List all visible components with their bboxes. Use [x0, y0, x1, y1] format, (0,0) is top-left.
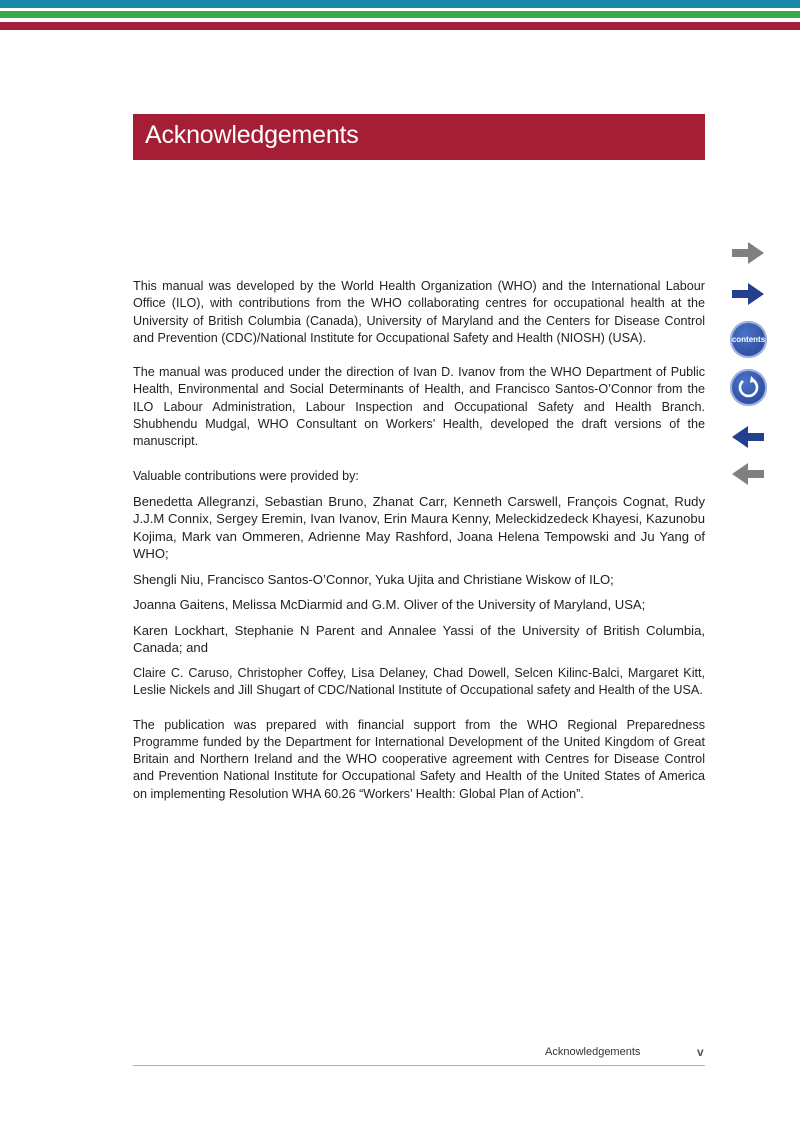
cdc-contributors: Claire C. Caruso, Christopher Coffey, Lisa Delaney, Chad Dowell, Selcen Kilinc-Balci, Margaret Kitt, Leslie Nickels and Jill Shugart of CDC/National Institute of Occupational safety and Health of the USA.	[133, 665, 705, 698]
maryland-contributors: Joanna Gaitens, Melissa McDiarmid and G.M. Oliver of the University of Maryland, USA;	[133, 597, 646, 613]
arrow-left-gray-icon	[730, 461, 766, 487]
funding-paragraph: The publication was prepared with financial support from the WHO Regional Preparedness Programme funded by the Department for International Development of the United Kingdom of Great Britain and Northern Ireland and the WHO cooperative agreement with Centres for Disease Control and Prevention National Institute for Occupational Safety and Health of the United States of America on implementing Resolution WHA 60.26 “Workers’ Health: Global Plan of Action”.	[133, 717, 705, 801]
refresh-icon	[730, 369, 767, 406]
previous-page-button[interactable]	[730, 424, 766, 450]
refresh-button[interactable]	[730, 369, 767, 406]
arrow-left-blue-icon	[730, 424, 766, 450]
intro-paragraph: This manual was developed by the World Health Organization (WHO) and the International Labour Office (ILO), with contributions from the WHO collaborating centres for occupational health at the University of British Columbia (Canada), University of Maryland and the Centers for Disease Control and Prevention (CDC)/National Institute for Occupational Safety and Health (NIOSH) (USA).	[133, 279, 705, 345]
who-contributors: Benedetta Allegranzi, Sebastian Bruno, Zhanat Carr, Kenneth Carswell, François Cognat, Rudy J.J.M Connix, Sergey Eremin, Ivan Ivanov, Erin Maura Kenny, Meleckidzedeck Khayesi, Kazunobu Kojima, Mark van Ommeren, Adrienne May Rashford, Joana Helena Tempowski and Ju Yang of WHO;	[133, 493, 705, 562]
footer-divider	[133, 1065, 705, 1066]
next-page-button[interactable]	[730, 281, 766, 307]
page-title: Acknowledgements	[145, 121, 359, 149]
page-number: v	[697, 1045, 704, 1059]
contents-label: contents	[731, 335, 766, 344]
footer-section-title: Acknowledgements	[545, 1046, 641, 1058]
top-stripe-red	[0, 22, 800, 30]
ubc-contributors: Karen Lockhart, Stephanie N Parent and Annalee Yassi of the University of British Columbia, Canada; and	[133, 622, 705, 656]
arrow-right-blue-icon	[730, 281, 766, 307]
contributions-heading: Valuable contributions were provided by:	[133, 468, 359, 483]
body-content	[133, 278, 705, 803]
next-page-gray-button[interactable]	[730, 240, 766, 266]
previous-page-gray-button[interactable]	[730, 461, 766, 487]
top-stripe-blue	[0, 0, 800, 8]
ilo-contributors: Shengli Niu, Francisco Santos-O’Connor, Yuka Ujita and Christiane Wiskow of ILO;	[133, 571, 614, 587]
title-bar	[133, 114, 705, 160]
contents-button[interactable]	[730, 321, 767, 358]
arrow-right-gray-icon	[730, 240, 766, 266]
direction-paragraph: The manual was produced under the direction of Ivan D. Ivanov from the WHO Department of Public Health, Environmental and Social Determinants of Health, and Francisco Santos-O’Connor from the ILO Labour Administration, Labour Inspection and Occupational Safety and Health Branch. Shubhendu Mudgal, WHO Consultant on Workers’ Health, developed the draft versions of the manuscript.	[133, 365, 705, 449]
top-stripe-green	[0, 11, 800, 18]
